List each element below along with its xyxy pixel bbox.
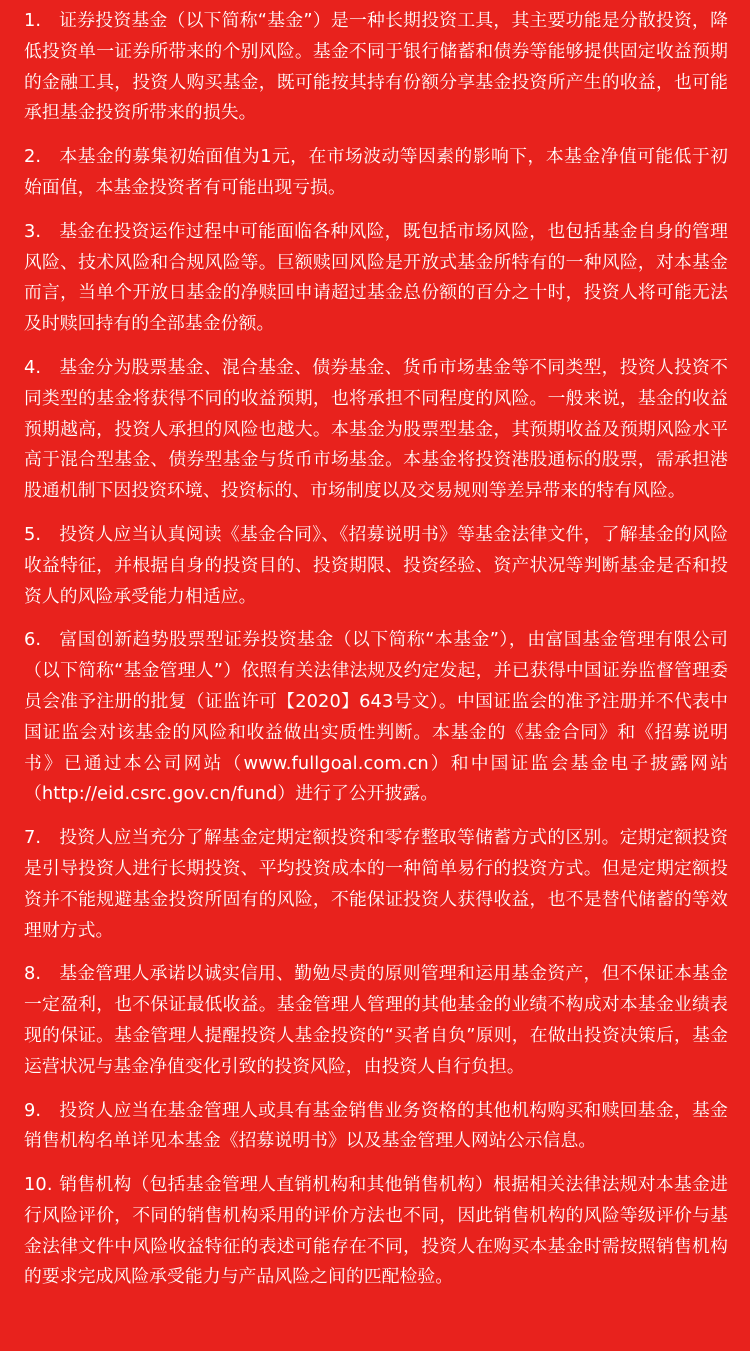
disclosure-text: 基金管理人承诺以诚实信用、勤勉尽责的原则管理和运用基金资产，但不保证本基金一定盈利，也不保证最低收益。基金管理人管理的其他基金的业绩不构成对本基金业绩表现的保证。基金管理人提醒投资人基金投资的“买者自负”原则，在做出投资决策后，基金运营状况与基金净值变化引致的投资风险，由投资人自行负担。 xyxy=(24,963,728,1077)
disclosure-number: 1. xyxy=(24,10,42,31)
disclosure-number: 10. xyxy=(24,1174,53,1196)
disclosure-number: 7. xyxy=(24,827,42,849)
disclosure-text: 证券投资基金（以下简称“基金”）是一种长期投资工具，其主要功能是分散投资，降低投资单一证券所带来的个别风险。基金不同于银行储蓄和债券等能够提供固定收益预期的金融工具，投资人购买基金，既可能按其持有份额分享基金投资所产生的收益，也可能承担基金投资所带来的损失。 xyxy=(24,10,728,124)
disclosure-number: 6. xyxy=(24,629,42,651)
disclosure-text: 投资人应当充分了解基金定期定额投资和零存整取等储蓄方式的区别。定期定额投资是引导投资人进行长期投资、平均投资成本的一种简单易行的投资方式。但是定期定额投资并不能规避基金投资所固有的风险，不能保证投资人获得收益，也不是替代储蓄的等效理财方式。 xyxy=(24,827,728,941)
disclosure-item-2 xyxy=(24,142,728,204)
disclosure-number: 9. xyxy=(24,1099,42,1121)
disclosure-item-9 xyxy=(24,1096,728,1158)
disclosure-item-10 xyxy=(24,1170,728,1293)
disclosure-number: 2. xyxy=(24,146,42,168)
disclosure-text: 基金分为股票基金、混合基金、债券基金、货币市场基金等不同类型，投资人投资不同类型的基金将获得不同的收益预期，也将承担不同程度的风险。一般来说，基金的收益预期越高，投资人承担的风险也越大。本基金为股票型基金，其预期收益及预期风险水平高于混合型基金、债券型基金与货币市场基金。本基金将投资港股通标的股票，需承担港股通机制下因投资环境、投资标的、市场制度以及交易规则等差异带来的特有风险。 xyxy=(24,356,728,502)
disclosure-item-1 xyxy=(24,6,728,129)
disclosure-item-8 xyxy=(24,959,728,1082)
disclosure-item-3 xyxy=(24,217,728,340)
disclosure-number: 3. xyxy=(24,220,42,242)
disclosure-item-5 xyxy=(24,520,728,612)
disclosure-item-6 xyxy=(24,625,728,810)
disclosure-item-7 xyxy=(24,823,728,946)
disclosure-text: 基金在投资运作过程中可能面临各种风险，既包括市场风险，也包括基金自身的管理风险、技术风险和合规风险等。巨额赎回风险是开放式基金所特有的一种风险，对本基金而言，当单个开放日基金的净赎回申请超过基金总份额的百分之十时，投资人将可能无法及时赎回持有的全部基金份额。 xyxy=(24,220,728,335)
disclosure-item-4 xyxy=(24,353,728,507)
disclosure-number: 4. xyxy=(24,356,42,378)
disclosure-text: 投资人应当在基金管理人或具有基金销售业务资格的其他机构购买和赎回基金，基金销售机构名单详见本基金《招募说明书》以及基金管理人网站公示信息。 xyxy=(24,1099,728,1152)
disclosure-text: 富国创新趋势股票型证券投资基金（以下简称“本基金”），由富国基金管理有限公司（以下简称“基金管理人”）依照有关法律法规及约定发起，并已获得中国证券监督管理委员会准予注册的批复（证监许可【2020】643号文）。中国证监会的准予注册并不代表中国证监会对该基金的风险和收益做出实质性判断。本基金的《基金合同》和《招募说明书》已通过本公司网站（www.fullgoal.com.cn）和中国证监会基金电子披露网站（http://eid.csrc.gov.cn/fund）进行了公开披露。 xyxy=(24,629,728,805)
disclosure-number: 8. xyxy=(24,963,42,985)
disclosure-text: 本基金的募集初始面值为1元，在市场波动等因素的影响下，本基金净值可能低于初始面值，本基金投资者有可能出现亏损。 xyxy=(24,146,728,198)
disclosure-number: 5. xyxy=(24,523,42,545)
disclosure-text: 投资人应当认真阅读《基金合同》、《招募说明书》等基金法律文件，了解基金的风险收益特征，并根据自身的投资目的、投资期限、投资经验、资产状况等判断基金是否和投资人的风险承受能力相适应。 xyxy=(24,523,728,607)
disclosure-text: 销售机构（包括基金管理人直销机构和其他销售机构）根据相关法律法规对本基金进行风险评价，不同的销售机构采用的评价方法也不同，因此销售机构的风险等级评价与基金法律文件中风险收益特征的表述可能存在不同，投资人在购买本基金时需按照销售机构的要求完成风险承受能力与产品风险之间的匹配检验。 xyxy=(24,1174,728,1288)
